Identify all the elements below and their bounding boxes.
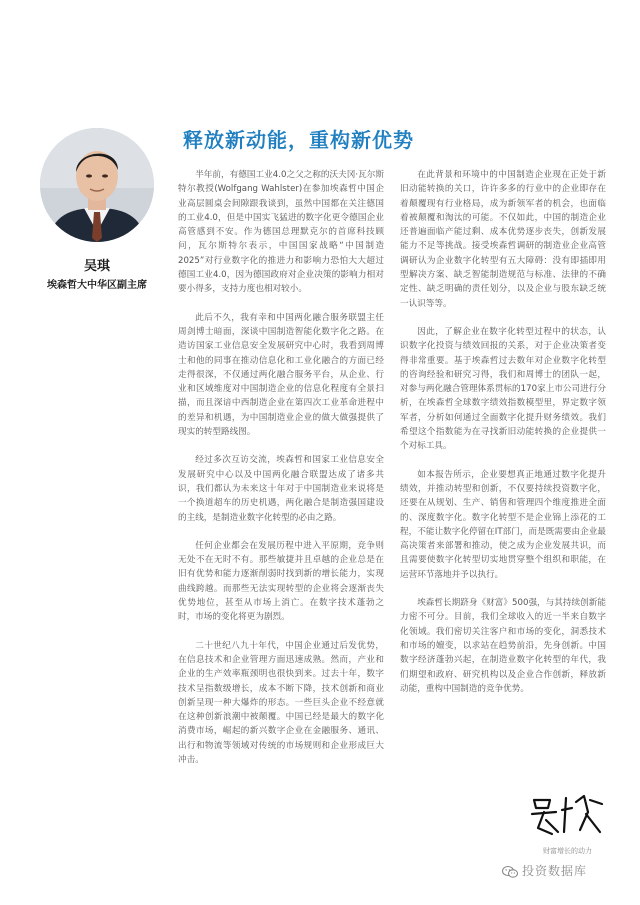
paragraph: 经过多次互访交流，埃森哲和国家工业信息安全发展研究中心以及中国两化融合联盟达成了诸多共识，我们都认为未来这十年对于中国制造业来说将是一个换道超车的历史机遇，两化融合是制造强国建设的主线，是制造业数字化转型的必由之路。: [178, 455, 384, 523]
footer-tagline: 财富增长的动力: [543, 847, 592, 855]
paragraph: 二十世纪八九十年代，中国企业通过后发优势，在信息技术和企业管理方面迅速成熟。然而，产业和企业的生产效率瓶颈明也很快到来。过去十年，数字技术呈指数级增长，成本不断下降，技术创新和商业创新呈现一种大爆炸的形态。一些巨头企业不经意就在这种创新浪潮中被颠覆。中国已经是最大的数字化消费市场，崛起的新兴数字企业在金融服务、通讯、出行和物流等领域对传统的市场规则和企业形成巨大冲击。: [178, 640, 384, 765]
watermark: [502, 862, 587, 879]
paragraph: 在此背景和环境中的中国制造企业现在正处于新旧动能转换的关口，许许多多的行业中的企业即存在着颠覆现有行业格局，成为新领军者的机会，也面临着被颠覆和淘汰的可能。不仅如此，中国的制造企业还普遍面临产能过剩、成本优势逐步丧失，创新发展能力不足等挑战。接受埃森哲调研的制造业企业高管调研认为企业数字化转型有五大障碍：没有即插即用型解决方案、缺乏智能制造规范与标准、法律的不确定性、缺乏明确的责任划分，以及企业与股东缺乏统一认识等等。: [400, 170, 606, 309]
right-column: [400, 168, 606, 710]
portrait-image: [40, 128, 154, 242]
watermark-text: 投资数据库: [522, 864, 588, 878]
author-name: 吴琪: [83, 259, 110, 274]
article-headline: 释放新动能，重构新优势: [183, 128, 414, 152]
left-column: [178, 168, 384, 781]
paragraph: 如本报告所示，企业要想真正地通过数字化提升绩效，并推动转型和创新，不仅要持续投资数字化，还要在从规划、生产、销售和管理四个维度推进全面的、深度数字化。数字化转型不是企业锦上添花的工程，不能让数字化停留在IT部门，而是既需要由企业最高决策者来部署和推动，使之成为企业发展共识，而且需要使数字化转型切实地贯穿整个组织和职能，在运营环节落地并予以执行。: [400, 469, 606, 580]
paragraph: 此后不久，我有幸和中国两化融合服务联盟主任周剑博士暗面，深谈中国制造智能化数字化之路。在造访国家工业信息安全发展研究中心时，我看到周博士和他的同事在推动信息化和工业化融合的方面已经走得很深，不仅通过两化融合服务平台，从企业、行业和区域维度对中国制造企业的信息化程度有全景扫描，而且深谙中西制造企业在第四次工业革命进程中的差异和机遇，为中国制造业企业的做大做强提供了现实的转型路线图。: [178, 312, 384, 438]
author-portrait: [40, 128, 154, 242]
wechat-icon: [502, 864, 518, 878]
author-title: 埃森哲大中华区副主席: [47, 280, 147, 291]
paragraph: 半年前，有德国工业4.0之父之称的沃夫冈·瓦尔斯特尔教授(Wolfgang Wahlster)在参加埃森哲中国企业高层圆桌会间隙跟我谈到，虽然中国都在关注德国的工业4.0，但是中国实飞猛进的数字化更令德国企业高管感到不安。作为德国总理默克尔的首席科技顾问，瓦尔斯特尔表示，中国国家战略“中国制造2025”对行业数字化的推进力和影响力恐怕大大超过德国工业4.0，因为德国政府对企业决策的影响力相对要小得多，支持力度也相对较小。: [178, 170, 384, 295]
paragraph: 任何企业都会在发展历程中进入平原期，竞争则无处不在无时不有。那些敏捷并且卓越的企业总是在旧有优势和能力逐渐削弱时找到新的增长能力，实现曲线跨越。而那些无法实现转型的企业将会逐渐丧失优势地位，甚至从市场上消亡。在数字技术蓬勃之时，市场的变化将更为剧烈。: [178, 540, 384, 623]
handwritten-signature: [528, 792, 608, 838]
paragraph: 埃森哲长期跻身《财富》500强，与其持续创新能力密不可分。目前，我们全球收入的近一半来自数字化领域。我们密切关注客户和市场的变化，洞悉技术和市场的嬗变，以求站在趋势前沿，先身创新。中国数字经济蓬勃兴起，在制造业数字化转型的年代，我们期望和政府、研究机构以及企业合作创新，释放新动能，重构中国制造的竞争优势。: [400, 598, 606, 694]
paragraph: 因此，了解企业在数字化转型过程中的状态，认识数字化投资与绩效回报的关系，对于企业决策者变得非常重要。基于埃森哲过去数年对企业数字化转型的咨询经验和研究习得，我们和周博士的团队一起，对参与两化融合管理体系贯标的170家上市公司进行分析，在埃森哲全球数字绩效指数模型里，界定数字领军者，分析如何通过全面数字化提升财务绩效。我们希望这个指数能为在寻找新旧动能转换的企业提供一个对标工具。: [400, 326, 606, 452]
